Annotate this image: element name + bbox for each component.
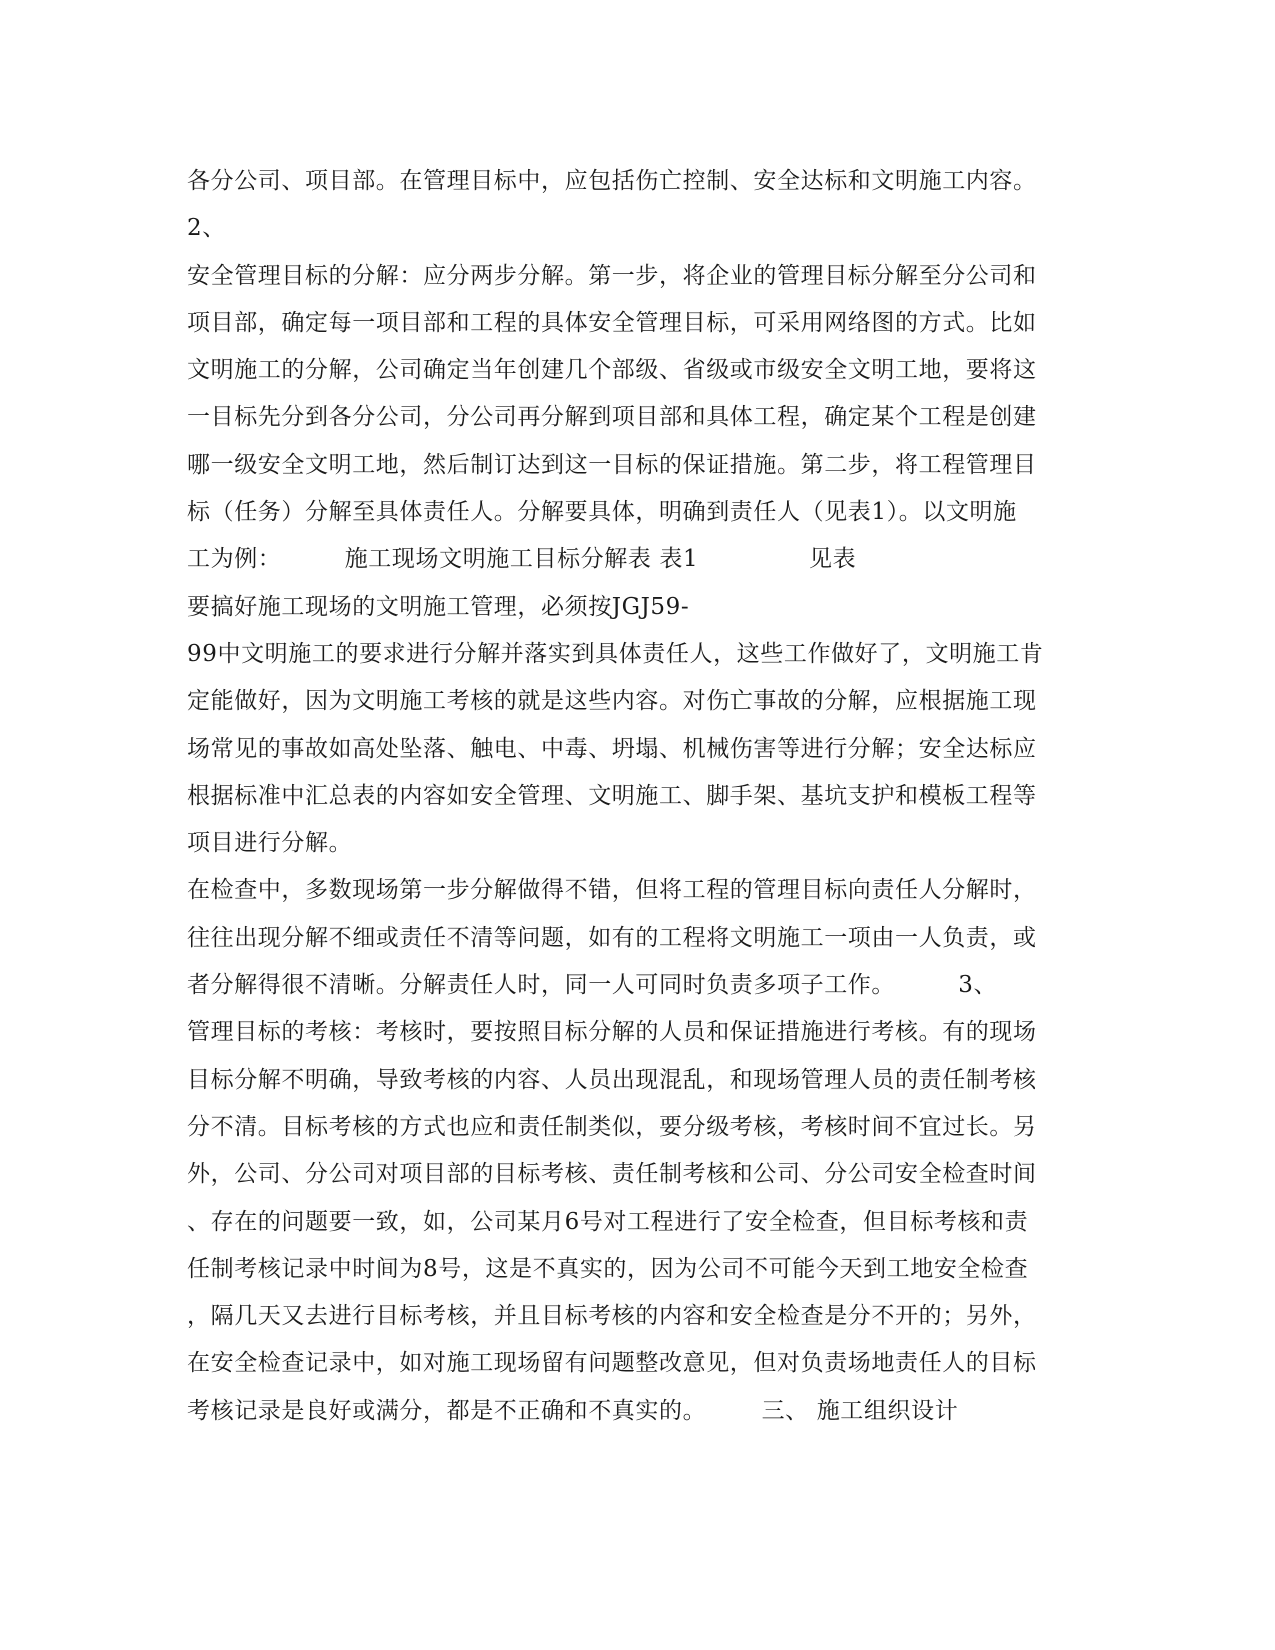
text-line: 管理目标的考核：考核时，要按照目标分解的人员和保证措施进行考核。有的现场	[187, 1019, 1037, 1046]
text-line: 哪一级安全文明工地，然后制订达到这一目标的保证措施。第二步，将工程管理目	[187, 451, 1037, 478]
text-line: 文明施工的分解，公司确定当年创建几个部级、省级或市级安全文明工地，要将这	[187, 357, 1037, 384]
body-text	[187, 158, 1087, 1435]
text-line: 一目标先分到各分公司，分公司再分解到项目部和具体工程，确定某个工程是创建	[187, 404, 1037, 431]
text-line: 根据标准中汇总表的内容如安全管理、文明施工、脚手架、基坑支护和模板工程等	[187, 782, 1037, 809]
text-line: 分不清。目标考核的方式也应和责任制类似，要分级考核，考核时间不宜过长。另	[187, 1113, 1037, 1140]
text-line: 在安全检查记录中，如对施工现场留有问题整改意见，但对负责场地责任人的目标	[187, 1350, 1037, 1377]
text-line: 定能做好，因为文明施工考核的就是这些内容。对伤亡事故的分解，应根据施工现	[187, 688, 1037, 715]
text-line: 99中文明施工的要求进行分解并落实到具体责任人，这些工作做好了，文明施工肯	[187, 640, 1044, 667]
text-line: 者分解得很不清晰。分解责任人时，同一人可同时负责多项子工作。 3、	[187, 972, 998, 999]
text-line: 各分公司、项目部。在管理目标中，应包括伤亡控制、安全达标和文明施工内容。	[187, 168, 1037, 194]
text-line: 在检查中，多数现场第一步分解做得不错，但将工程的管理目标向责任人分解时，	[187, 877, 1037, 904]
text-line: 场常见的事故如高处坠落、触电、中毒、坍塌、机械伤害等进行分解；安全达标应	[187, 735, 1037, 762]
text-line: 、存在的问题要一致，如，公司某月6号对工程进行了安全检查，但目标考核和责	[187, 1208, 1029, 1235]
text-line: 考核记录是良好或满分，都是不正确和不真实的。 三、 施工组织设计	[187, 1397, 959, 1424]
text-line: 项目部，确定每一项目部和工程的具体安全管理目标，可采用网络图的方式。比如	[187, 309, 1037, 336]
text-line: 外，公司、分公司对项目部的目标考核、责任制考核和公司、分公司安全检查时间	[187, 1161, 1037, 1188]
text-line: 项目进行分解。	[187, 830, 353, 857]
text-line: 标（任务）分解至具体责任人。分解要具体，明确到责任人（见表1）。以文明施	[187, 499, 1017, 526]
text-line: 安全管理目标的分解：应分两步分解。第一步，将企业的管理目标分解至分公司和	[187, 262, 1037, 289]
text-line: 往往出现分解不细或责任不清等问题，如有的工程将文明施工一项由一人负责，或	[187, 924, 1037, 951]
text-line: 要搞好施工现场的文明施工管理，必须按JGJ59-	[187, 593, 690, 620]
text-line: 2、	[187, 215, 226, 242]
text-line: 目标分解不明确，导致考核的内容、人员出现混乱，和现场管理人员的责任制考核	[187, 1066, 1037, 1093]
text-line: 工为例： 施工现场文明施工目标分解表 表1 见表	[187, 546, 857, 573]
text-line: ，隔几天又去进行目标考核，并且目标考核的内容和安全检查是分不开的；另外，	[187, 1303, 1037, 1330]
text-line: 任制考核记录中时间为8号，这是不真实的，因为公司不可能今天到工地安全检查	[187, 1255, 1029, 1282]
